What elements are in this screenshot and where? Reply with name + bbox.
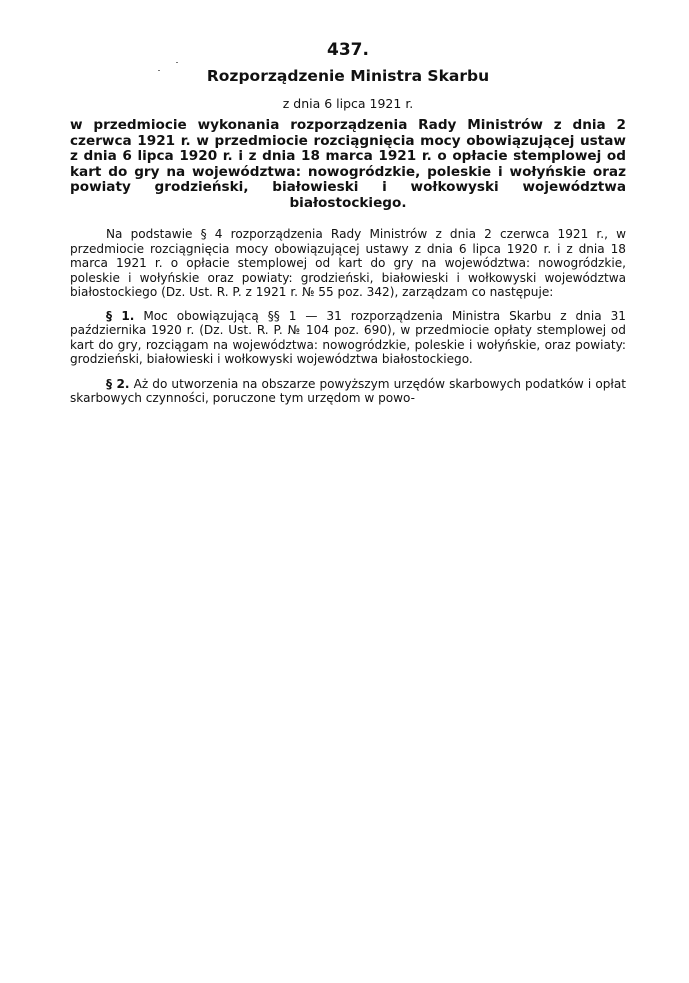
section-1-label: § 1. — [106, 308, 135, 323]
scan-speck — [176, 62, 178, 63]
section-2-label: § 2. — [106, 376, 130, 391]
section-1-text: Moc obowiązującą §§ 1 — 31 rozporządzenia Ministra Skarbu z dnia 31 października 1920 r. (Dz. Ust. R. P. № 104 poz. 690), w przedmiocie opłaty stemplowej od kart do gry, rozciągam na województwa: nowogródzkie, poleskie i wołyńskie, oraz powiaty: grodzieński, białowieski i wołkowyski województwa białostockiego. — [70, 308, 626, 366]
scan-speck — [158, 70, 160, 71]
document-number: 437. — [327, 40, 369, 60]
document-date: z dnia 6 lipca 1921 r. — [282, 96, 414, 111]
document-page — [70, 38, 626, 406]
document-subject: w przedmiocie wykonania rozporządzenia Rady Ministrów z dnia 2 czerwca 1921 r. w przedmiocie rozciągnięcia mocy obowiązującej ustaw z dnia 6 lipca 1920 r. i z dnia 18 marca 1921 r. o opłacie stemplowej od kart do gry na województwa: nowogródzkie, poleskie i wołyńskie oraz powiaty grodzieński, białowieski i wołkowyski województwa białostockiego. — [70, 117, 626, 211]
section-2-text: Aż do utworzenia na obszarze powyższym urzędów skarbowych podatków i opłat skarbowych czynności, poruczone tym urzędom w powo- — [70, 376, 626, 405]
intro-paragraph: Na podstawie § 4 rozporządzenia Rady Ministrów z dnia 2 czerwca 1921 r., w przedmiocie rozciągnięcia mocy obowiązującej ustawy z dnia 6 lipca 1920 r. i z dnia 18 marca 1921 r. o opłacie stemplowej od kart do gry na województwa: nowogródzkie, poleskie i wołyńskie oraz powiaty: grodzieński, białowieski i wołkowyski województwa białostockiego (Dz. Ust. R. P. z 1921 r. № 55 poz. 342), zarządzam co następuje: — [70, 227, 626, 299]
section-1-paragraph — [70, 309, 626, 367]
section-2-paragraph — [70, 377, 626, 406]
document-title: Rozporządzenie Ministra Skarbu — [206, 67, 490, 85]
